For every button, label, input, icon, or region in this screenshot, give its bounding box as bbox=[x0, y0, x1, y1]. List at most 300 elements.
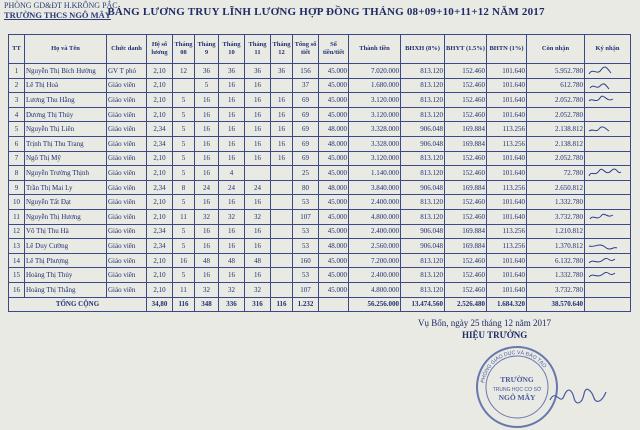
cell-coef: 2,10 bbox=[147, 166, 173, 181]
cell-m09: 36 bbox=[195, 64, 219, 79]
table-row bbox=[9, 224, 631, 239]
cell-rate: 48.000 bbox=[319, 136, 349, 151]
totals-row bbox=[9, 297, 631, 312]
cell-total: 69 bbox=[293, 136, 319, 151]
cell-bhtn: 113.256 bbox=[487, 122, 527, 137]
cell-m10: 16 bbox=[219, 224, 245, 239]
total-bhyt: 2.526.480 bbox=[445, 297, 487, 312]
cell-bhxh: 813.120 bbox=[401, 195, 445, 210]
cell-total: 160 bbox=[293, 253, 319, 268]
cell-bhxh: 813.120 bbox=[401, 282, 445, 297]
cell-m11: 16 bbox=[245, 224, 271, 239]
cell-total: 53 bbox=[293, 268, 319, 283]
signature-cell bbox=[585, 282, 631, 297]
handwritten-signature bbox=[587, 211, 627, 222]
cell-bhxh: 906.048 bbox=[401, 122, 445, 137]
cell-bhtn: 101.640 bbox=[487, 209, 527, 224]
cell-coef: 2,34 bbox=[147, 224, 173, 239]
cell-net: 612.780 bbox=[527, 78, 585, 93]
cell-bhyt: 152.460 bbox=[445, 195, 487, 210]
principal-title: HIỆU TRƯỞNG bbox=[462, 330, 528, 340]
cell-role: Giáo viên bbox=[107, 268, 147, 283]
cell-name: Lê Thị Phượng bbox=[25, 253, 107, 268]
cell-m12 bbox=[271, 239, 293, 254]
total-m08: 116 bbox=[173, 297, 195, 312]
total-m09: 348 bbox=[195, 297, 219, 312]
cell-bhxh: 906.048 bbox=[401, 239, 445, 254]
cell-name: Nguyễn Thị Hương bbox=[25, 209, 107, 224]
cell-m11: 48 bbox=[245, 253, 271, 268]
total-net: 38.570.640 bbox=[527, 297, 585, 312]
cell-m11: 16 bbox=[245, 107, 271, 122]
signature-cell bbox=[585, 107, 631, 122]
cell-role: Giáo viên bbox=[107, 136, 147, 151]
cell-role: Giáo viên bbox=[107, 209, 147, 224]
cell-rate: 45.000 bbox=[319, 224, 349, 239]
cell-total: 37 bbox=[293, 78, 319, 93]
cell-net: 1.370.812 bbox=[527, 239, 585, 254]
cell-bhxh: 813.120 bbox=[401, 151, 445, 166]
cell-name: Trịnh Thị Thu Trang bbox=[25, 136, 107, 151]
table-row bbox=[9, 136, 631, 151]
cell-m08: 5 bbox=[173, 136, 195, 151]
cell-bhxh: 813.120 bbox=[401, 209, 445, 224]
cell-amount: 3.328.000 bbox=[349, 136, 401, 151]
cell-tt: 15 bbox=[9, 268, 25, 283]
cell-total: 80 bbox=[293, 180, 319, 195]
cell-rate: 45.000 bbox=[319, 166, 349, 181]
cell-rate: 48.000 bbox=[319, 180, 349, 195]
total-coef: 34,80 bbox=[147, 297, 173, 312]
cell-m12: 36 bbox=[271, 64, 293, 79]
table-row bbox=[9, 151, 631, 166]
cell-m08: 5 bbox=[173, 151, 195, 166]
cell-m10: 32 bbox=[219, 209, 245, 224]
cell-m08: 5 bbox=[173, 107, 195, 122]
table-row bbox=[9, 282, 631, 297]
cell-tt: 1 bbox=[9, 64, 25, 79]
svg-text:NGÔ MÂY: NGÔ MÂY bbox=[498, 393, 536, 402]
cell-total: 69 bbox=[293, 151, 319, 166]
cell-m11: 16 bbox=[245, 136, 271, 151]
cell-bhtn: 101.640 bbox=[487, 151, 527, 166]
cell-bhxh: 813.120 bbox=[401, 78, 445, 93]
cell-m12 bbox=[271, 268, 293, 283]
cell-m10: 16 bbox=[219, 195, 245, 210]
cell-total: 25 bbox=[293, 166, 319, 181]
svg-text:PHÒNG GIÁO DỤC VÀ ĐÀO TẠO: PHÒNG GIÁO DỤC VÀ ĐÀO TẠO bbox=[480, 349, 548, 384]
cell-coef: 2,10 bbox=[147, 64, 173, 79]
handwritten-signature bbox=[587, 80, 627, 91]
cell-bhyt: 169.884 bbox=[445, 224, 487, 239]
cell-bhtn: 101.640 bbox=[487, 166, 527, 181]
cell-total: 107 bbox=[293, 209, 319, 224]
cell-tt: 10 bbox=[9, 195, 25, 210]
signature-cell bbox=[585, 224, 631, 239]
cell-coef: 2,10 bbox=[147, 107, 173, 122]
cell-m08: 11 bbox=[173, 209, 195, 224]
handwritten-signature bbox=[587, 123, 627, 134]
column-header: Ký nhận bbox=[585, 35, 631, 64]
cell-coef: 2,34 bbox=[147, 136, 173, 151]
cell-role: Giáo viên bbox=[107, 78, 147, 93]
cell-tt: 9 bbox=[9, 180, 25, 195]
cell-net: 6.132.780 bbox=[527, 253, 585, 268]
cell-net: 5.952.780 bbox=[527, 64, 585, 79]
total-signature bbox=[585, 297, 631, 312]
cell-bhtn: 113.256 bbox=[487, 239, 527, 254]
cell-m09: 48 bbox=[195, 253, 219, 268]
cell-m08: 5 bbox=[173, 166, 195, 181]
cell-m08: 5 bbox=[173, 239, 195, 254]
handwritten-signature bbox=[587, 94, 627, 105]
cell-tt: 11 bbox=[9, 209, 25, 224]
cell-m09: 16 bbox=[195, 107, 219, 122]
cell-m12: 16 bbox=[271, 151, 293, 166]
column-header: Tháng 11 bbox=[245, 35, 271, 64]
cell-role: Giáo viên bbox=[107, 166, 147, 181]
column-header: BHTN (1%) bbox=[487, 35, 527, 64]
cell-net: 1.332.780 bbox=[527, 195, 585, 210]
cell-bhtn: 101.640 bbox=[487, 195, 527, 210]
cell-tt: 14 bbox=[9, 253, 25, 268]
cell-m12 bbox=[271, 166, 293, 181]
cell-bhxh: 906.048 bbox=[401, 136, 445, 151]
signature-cell bbox=[585, 166, 631, 181]
cell-total: 53 bbox=[293, 195, 319, 210]
cell-bhtn: 113.256 bbox=[487, 224, 527, 239]
cell-amount: 7.200.000 bbox=[349, 253, 401, 268]
cell-bhyt: 152.460 bbox=[445, 93, 487, 108]
cell-m11: 16 bbox=[245, 78, 271, 93]
cell-bhxh: 813.120 bbox=[401, 166, 445, 181]
cell-net: 2.138.812 bbox=[527, 136, 585, 151]
cell-bhtn: 101.640 bbox=[487, 93, 527, 108]
cell-total: 53 bbox=[293, 239, 319, 254]
cell-m11: 16 bbox=[245, 239, 271, 254]
cell-m10: 16 bbox=[219, 93, 245, 108]
signature-cell bbox=[585, 239, 631, 254]
cell-m09: 16 bbox=[195, 151, 219, 166]
cell-name: Trần Thị Mai Ly bbox=[25, 180, 107, 195]
cell-name: Nguyễn Trường Thịnh bbox=[25, 166, 107, 181]
cell-coef: 2,10 bbox=[147, 151, 173, 166]
cell-m10: 16 bbox=[219, 136, 245, 151]
cell-coef: 2,34 bbox=[147, 239, 173, 254]
cell-bhxh: 906.048 bbox=[401, 180, 445, 195]
cell-role: Giáo viên bbox=[107, 93, 147, 108]
cell-m10: 16 bbox=[219, 122, 245, 137]
cell-amount: 4.800.000 bbox=[349, 282, 401, 297]
department-header: PHÒNG GD&ĐT H.KRÔNG PẮC bbox=[4, 1, 118, 10]
cell-name: Nguyễn Thị Liên bbox=[25, 122, 107, 137]
column-header: Số tiền/tiết bbox=[319, 35, 349, 64]
cell-m10: 16 bbox=[219, 151, 245, 166]
cell-total: 156 bbox=[293, 64, 319, 79]
cell-bhtn: 113.256 bbox=[487, 180, 527, 195]
table-header-row bbox=[9, 35, 631, 64]
cell-tt: 7 bbox=[9, 151, 25, 166]
cell-total: 69 bbox=[293, 107, 319, 122]
signature-cell bbox=[585, 180, 631, 195]
cell-coef: 2,10 bbox=[147, 78, 173, 93]
cell-m12 bbox=[271, 195, 293, 210]
signature-cell bbox=[585, 268, 631, 283]
cell-m11: 36 bbox=[245, 64, 271, 79]
cell-coef: 2,10 bbox=[147, 93, 173, 108]
cell-tt: 8 bbox=[9, 166, 25, 181]
cell-name: Nguyễn Thị Bích Hường bbox=[25, 64, 107, 79]
cell-name: Ngô Thị Mỹ bbox=[25, 151, 107, 166]
cell-role: Giáo viên bbox=[107, 239, 147, 254]
cell-bhyt: 169.884 bbox=[445, 122, 487, 137]
cell-amount: 7.020.000 bbox=[349, 64, 401, 79]
cell-bhtn: 113.256 bbox=[487, 136, 527, 151]
cell-rate: 45.000 bbox=[319, 78, 349, 93]
signature-cell bbox=[585, 151, 631, 166]
total-bhtn: 1.684.320 bbox=[487, 297, 527, 312]
cell-m09: 16 bbox=[195, 166, 219, 181]
cell-tt: 5 bbox=[9, 122, 25, 137]
cell-net: 2.052.780 bbox=[527, 93, 585, 108]
cell-net: 1.210.812 bbox=[527, 224, 585, 239]
cell-m09: 5 bbox=[195, 78, 219, 93]
cell-amount: 2.400.000 bbox=[349, 268, 401, 283]
cell-amount: 1.140.000 bbox=[349, 166, 401, 181]
cell-amount: 2.400.000 bbox=[349, 195, 401, 210]
cell-m10: 32 bbox=[219, 282, 245, 297]
table-row bbox=[9, 93, 631, 108]
cell-m12: 16 bbox=[271, 122, 293, 137]
cell-m09: 16 bbox=[195, 136, 219, 151]
cell-m12: 16 bbox=[271, 136, 293, 151]
cell-m11: 16 bbox=[245, 93, 271, 108]
cell-net: 3.732.780 bbox=[527, 282, 585, 297]
cell-total: 69 bbox=[293, 122, 319, 137]
cell-m12 bbox=[271, 180, 293, 195]
total-bhxh: 13.474.560 bbox=[401, 297, 445, 312]
table-row bbox=[9, 268, 631, 283]
cell-bhxh: 813.120 bbox=[401, 268, 445, 283]
cell-m11: 32 bbox=[245, 209, 271, 224]
cell-coef: 2,10 bbox=[147, 209, 173, 224]
salary-table bbox=[8, 34, 631, 312]
column-header: Họ và Tên bbox=[25, 35, 107, 64]
cell-net: 2.052.780 bbox=[527, 107, 585, 122]
svg-text:TRUNG HỌC CƠ SỞ: TRUNG HỌC CƠ SỞ bbox=[492, 387, 542, 393]
cell-m11: 24 bbox=[245, 180, 271, 195]
cell-m08 bbox=[173, 78, 195, 93]
cell-bhxh: 813.120 bbox=[401, 253, 445, 268]
cell-rate: 45.000 bbox=[319, 93, 349, 108]
cell-amount: 2.400.000 bbox=[349, 224, 401, 239]
cell-m11: 16 bbox=[245, 268, 271, 283]
cell-m10: 48 bbox=[219, 253, 245, 268]
cell-role: Giáo viên bbox=[107, 224, 147, 239]
signature-cell bbox=[585, 253, 631, 268]
cell-bhxh: 813.120 bbox=[401, 93, 445, 108]
cell-tt: 2 bbox=[9, 78, 25, 93]
cell-m10: 16 bbox=[219, 239, 245, 254]
cell-role: Giáo viên bbox=[107, 180, 147, 195]
cell-amount: 4.800.000 bbox=[349, 209, 401, 224]
signature-cell bbox=[585, 195, 631, 210]
cell-m08: 5 bbox=[173, 268, 195, 283]
cell-m12: 16 bbox=[271, 107, 293, 122]
cell-m09: 16 bbox=[195, 224, 219, 239]
cell-m11: 16 bbox=[245, 195, 271, 210]
column-header: Tổng số tiết bbox=[293, 35, 319, 64]
cell-bhyt: 169.884 bbox=[445, 180, 487, 195]
cell-role: Giáo viên bbox=[107, 107, 147, 122]
cell-amount: 1.680.000 bbox=[349, 78, 401, 93]
table-row bbox=[9, 239, 631, 254]
cell-m10: 24 bbox=[219, 180, 245, 195]
column-header: BHXH (8%) bbox=[401, 35, 445, 64]
cell-rate: 45.000 bbox=[319, 64, 349, 79]
cell-rate: 48.000 bbox=[319, 239, 349, 254]
cell-bhtn: 101.640 bbox=[487, 78, 527, 93]
cell-rate: 45.000 bbox=[319, 268, 349, 283]
cell-bhtn: 101.640 bbox=[487, 268, 527, 283]
column-header: Chức danh bbox=[107, 35, 147, 64]
cell-amount: 3.840.000 bbox=[349, 180, 401, 195]
cell-role: Giáo viên bbox=[107, 195, 147, 210]
cell-m09: 16 bbox=[195, 268, 219, 283]
column-header: BHYT (1.5%) bbox=[445, 35, 487, 64]
table-body bbox=[9, 64, 631, 312]
cell-m08: 12 bbox=[173, 64, 195, 79]
cell-m11: 16 bbox=[245, 151, 271, 166]
column-header: Tháng 12 bbox=[271, 35, 293, 64]
cell-net: 2.052.780 bbox=[527, 151, 585, 166]
cell-bhyt: 169.884 bbox=[445, 136, 487, 151]
cell-bhxh: 813.120 bbox=[401, 107, 445, 122]
cell-name: Hoàng Thị Thủy bbox=[25, 268, 107, 283]
cell-rate: 45.000 bbox=[319, 209, 349, 224]
cell-m10: 4 bbox=[219, 166, 245, 181]
cell-m08: 5 bbox=[173, 93, 195, 108]
column-header: Tháng 08 bbox=[173, 35, 195, 64]
cell-coef: 2,34 bbox=[147, 180, 173, 195]
cell-coef: 2,10 bbox=[147, 253, 173, 268]
cell-m11: 16 bbox=[245, 122, 271, 137]
cell-bhtn: 101.640 bbox=[487, 64, 527, 79]
cell-bhyt: 152.460 bbox=[445, 253, 487, 268]
cell-name: Võ Thị Thu Hà bbox=[25, 224, 107, 239]
cell-bhyt: 152.460 bbox=[445, 78, 487, 93]
cell-m09: 24 bbox=[195, 180, 219, 195]
table-row bbox=[9, 253, 631, 268]
svg-text:TRƯỜNG: TRƯỜNG bbox=[500, 375, 534, 384]
cell-bhtn: 101.640 bbox=[487, 282, 527, 297]
cell-bhxh: 906.048 bbox=[401, 224, 445, 239]
cell-bhyt: 152.460 bbox=[445, 64, 487, 79]
cell-bhyt: 152.460 bbox=[445, 151, 487, 166]
cell-total: 69 bbox=[293, 93, 319, 108]
total-amount: 56.256.000 bbox=[349, 297, 401, 312]
cell-bhtn: 101.640 bbox=[487, 107, 527, 122]
cell-m08: 5 bbox=[173, 224, 195, 239]
column-header: Thành tiền bbox=[349, 35, 401, 64]
cell-m08: 8 bbox=[173, 180, 195, 195]
total-m11: 316 bbox=[245, 297, 271, 312]
signing-date: Vụ Bổn, ngày 25 tháng 12 năm 2017 bbox=[418, 318, 551, 328]
cell-amount: 2.560.000 bbox=[349, 239, 401, 254]
signature-cell bbox=[585, 136, 631, 151]
table-row bbox=[9, 209, 631, 224]
cell-m08: 16 bbox=[173, 253, 195, 268]
cell-role: GV T phó bbox=[107, 64, 147, 79]
handwritten-signature bbox=[587, 240, 627, 251]
table-row bbox=[9, 122, 631, 137]
cell-rate: 45.000 bbox=[319, 282, 349, 297]
cell-coef: 2,10 bbox=[147, 195, 173, 210]
cell-name: Lê Thị Hoà bbox=[25, 78, 107, 93]
cell-m12 bbox=[271, 209, 293, 224]
handwritten-signature bbox=[587, 269, 627, 280]
cell-coef: 2,10 bbox=[147, 282, 173, 297]
signature-cell bbox=[585, 209, 631, 224]
signature-cell bbox=[585, 64, 631, 79]
cell-tt: 3 bbox=[9, 93, 25, 108]
cell-name: Hoàng Thị Thắng bbox=[25, 282, 107, 297]
cell-coef: 2,34 bbox=[147, 122, 173, 137]
table-row bbox=[9, 195, 631, 210]
table-row bbox=[9, 107, 631, 122]
cell-m12 bbox=[271, 282, 293, 297]
cell-bhyt: 152.460 bbox=[445, 282, 487, 297]
cell-role: Giáo viên bbox=[107, 282, 147, 297]
cell-m11 bbox=[245, 166, 271, 181]
cell-name: Dương Thị Thủy bbox=[25, 107, 107, 122]
cell-m11: 32 bbox=[245, 282, 271, 297]
table-row bbox=[9, 78, 631, 93]
column-header: Còn nhận bbox=[527, 35, 585, 64]
cell-net: 3.732.780 bbox=[527, 209, 585, 224]
totals-label: TỔNG CỘNG bbox=[9, 297, 147, 312]
cell-m12 bbox=[271, 78, 293, 93]
cell-role: Giáo viên bbox=[107, 122, 147, 137]
column-header: Tháng 9 bbox=[195, 35, 219, 64]
cell-bhxh: 813.120 bbox=[401, 64, 445, 79]
cell-amount: 3.120.000 bbox=[349, 151, 401, 166]
cell-rate: 48.000 bbox=[319, 122, 349, 137]
cell-name: Lê Duy Cường bbox=[25, 239, 107, 254]
document-title: BẢNG LƯƠNG TRUY LĨNH LƯƠNG HỢP ĐỒNG THÁNG 08+09+10+11+12 NĂM 2017 bbox=[107, 6, 545, 18]
cell-m08: 5 bbox=[173, 195, 195, 210]
cell-m10: 16 bbox=[219, 107, 245, 122]
cell-m09: 32 bbox=[195, 282, 219, 297]
cell-role: Giáo viên bbox=[107, 151, 147, 166]
cell-m10: 16 bbox=[219, 78, 245, 93]
cell-bhtn: 101.640 bbox=[487, 253, 527, 268]
cell-m09: 16 bbox=[195, 195, 219, 210]
cell-rate: 45.000 bbox=[319, 107, 349, 122]
column-header: Tháng 10 bbox=[219, 35, 245, 64]
cell-m12: 16 bbox=[271, 93, 293, 108]
cell-coef: 2,10 bbox=[147, 268, 173, 283]
cell-tt: 6 bbox=[9, 136, 25, 151]
table-row bbox=[9, 166, 631, 181]
handwritten-signature bbox=[587, 167, 627, 178]
cell-name: Lương Thu Hằng bbox=[25, 93, 107, 108]
cell-tt: 12 bbox=[9, 224, 25, 239]
cell-m08: 5 bbox=[173, 122, 195, 137]
signature-cell bbox=[585, 93, 631, 108]
cell-bhyt: 152.460 bbox=[445, 166, 487, 181]
cell-bhyt: 169.884 bbox=[445, 239, 487, 254]
